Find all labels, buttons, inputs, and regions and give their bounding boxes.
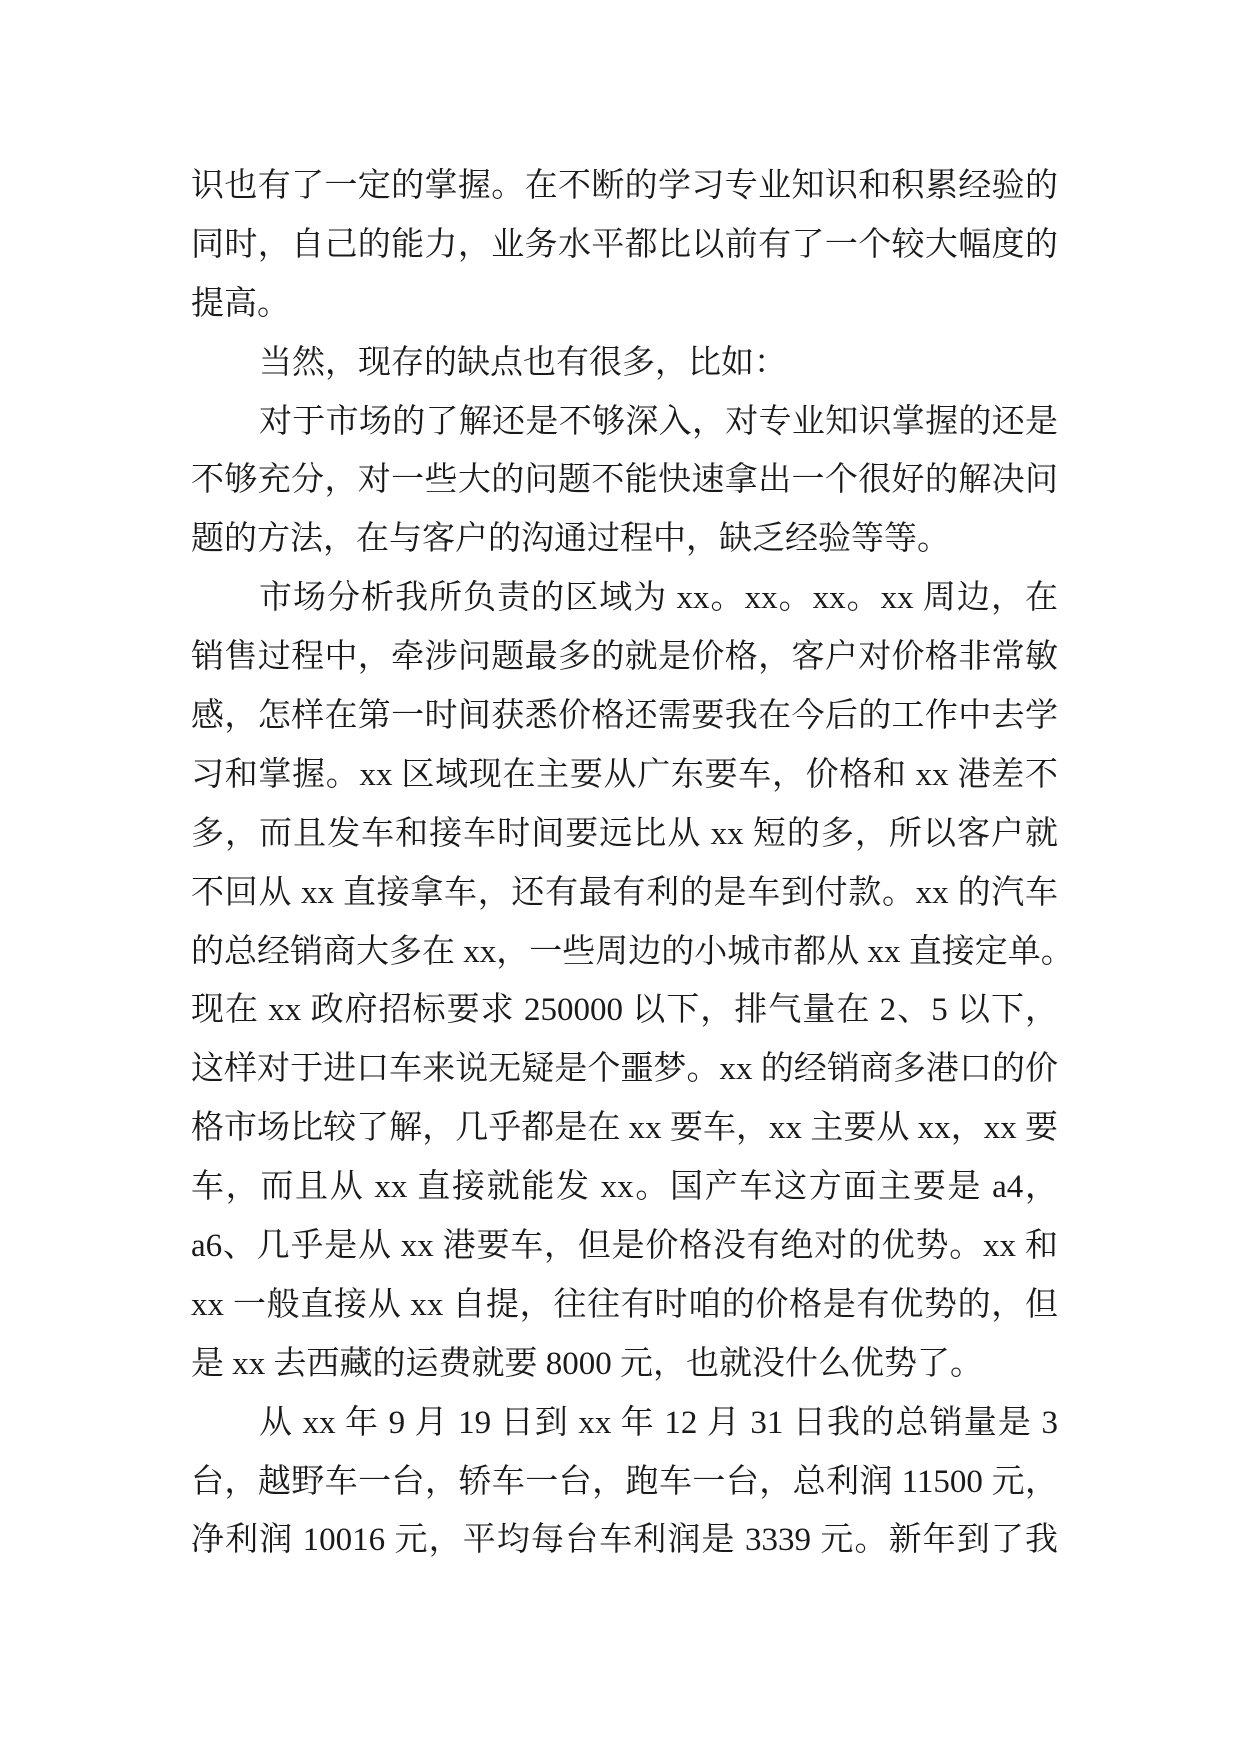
text-line: 同时，自己的能力，业务水平都比以前有了一个较大幅度的 xyxy=(191,226,1058,263)
text-line: 是 xx 去西藏的运费就要 8000 元，也就没什么优势了。 xyxy=(191,1345,983,1382)
text-line: xx 一般直接从 xx 自提，往往有时咱的价格是有优势的，但 xyxy=(191,1286,1058,1323)
paragraph xyxy=(191,334,1058,393)
text-line: 多，而且发车和接车时间要远比从 xx 短的多，所以客户就 xyxy=(191,815,1058,852)
text-line: 现在 xx 政府招标要求 250000 以下，排气量在 2、5 以下， xyxy=(191,992,1058,1029)
text-line: 车，而且从 xx 直接就能发 xx。国产车这方面主要是 a4， xyxy=(191,1169,1058,1206)
text-line: 不够充分，对一些大的问题不能快速拿出一个很好的解决问 xyxy=(191,462,1058,499)
document-body xyxy=(191,157,1074,1570)
text-line: 净利润 10016 元，平均每台车利润是 3339 元。新年到了我 xyxy=(191,1522,1058,1559)
text-line: 识也有了一定的掌握。在不断的学习专业知识和积累经验的 xyxy=(191,168,1058,204)
text-line: 市场分析我所负责的区域为 xx。xx。xx。xx 周边，在 xyxy=(259,580,1058,617)
text-line: 销售过程中，牵涉问题最多的就是价格，客户对价格非常敏 xyxy=(191,639,1058,676)
text-line: 感，怎样在第一时间获悉价格还需要我在今后的工作中去学 xyxy=(191,698,1058,735)
paragraph xyxy=(191,1394,1058,1571)
text-line: 格市场比较了解，几乎都是在 xx 要车，xx 主要从 xx，xx 要 xyxy=(191,1110,1058,1147)
text-line: 这样对于进口车来说无疑是个噩梦。xx 的经销商多港口的价 xyxy=(191,1051,1058,1088)
text-line: 题的方法，在与客户的沟通过程中，缺乏经验等等。 xyxy=(191,521,950,558)
text-line: 不回从 xx 直接拿车，还有最有利的是车到付款。xx 的汽车 xyxy=(191,874,1059,911)
text-line: 的总经销商大多在 xx，一些周边的小城市都从 xx 直接定单。 xyxy=(191,933,1074,970)
paragraph xyxy=(191,569,1074,1393)
text-line: 当然，现存的缺点也有很多，比如： xyxy=(259,344,787,381)
text-line: 对于市场的了解还是不够深入，对专业知识掌握的还是 xyxy=(259,403,1058,440)
text-line: 台，越野车一台，轿车一台，跑车一台，总利润 11500 元， xyxy=(191,1463,1058,1500)
text-line: 从 xx 年 9 月 19 日到 xx 年 12 月 31 日我的总销量是 3 xyxy=(259,1404,1058,1441)
text-line: a6、几乎是从 xx 港要车，但是价格没有绝对的优势。xx 和 xyxy=(191,1228,1058,1265)
text-line: 提高。 xyxy=(191,285,290,322)
paragraph xyxy=(191,393,1058,570)
text-line: 习和掌握。xx 区域现在主要从广东要车，价格和 xx 港差不 xyxy=(191,756,1059,793)
paragraph xyxy=(191,157,1058,334)
